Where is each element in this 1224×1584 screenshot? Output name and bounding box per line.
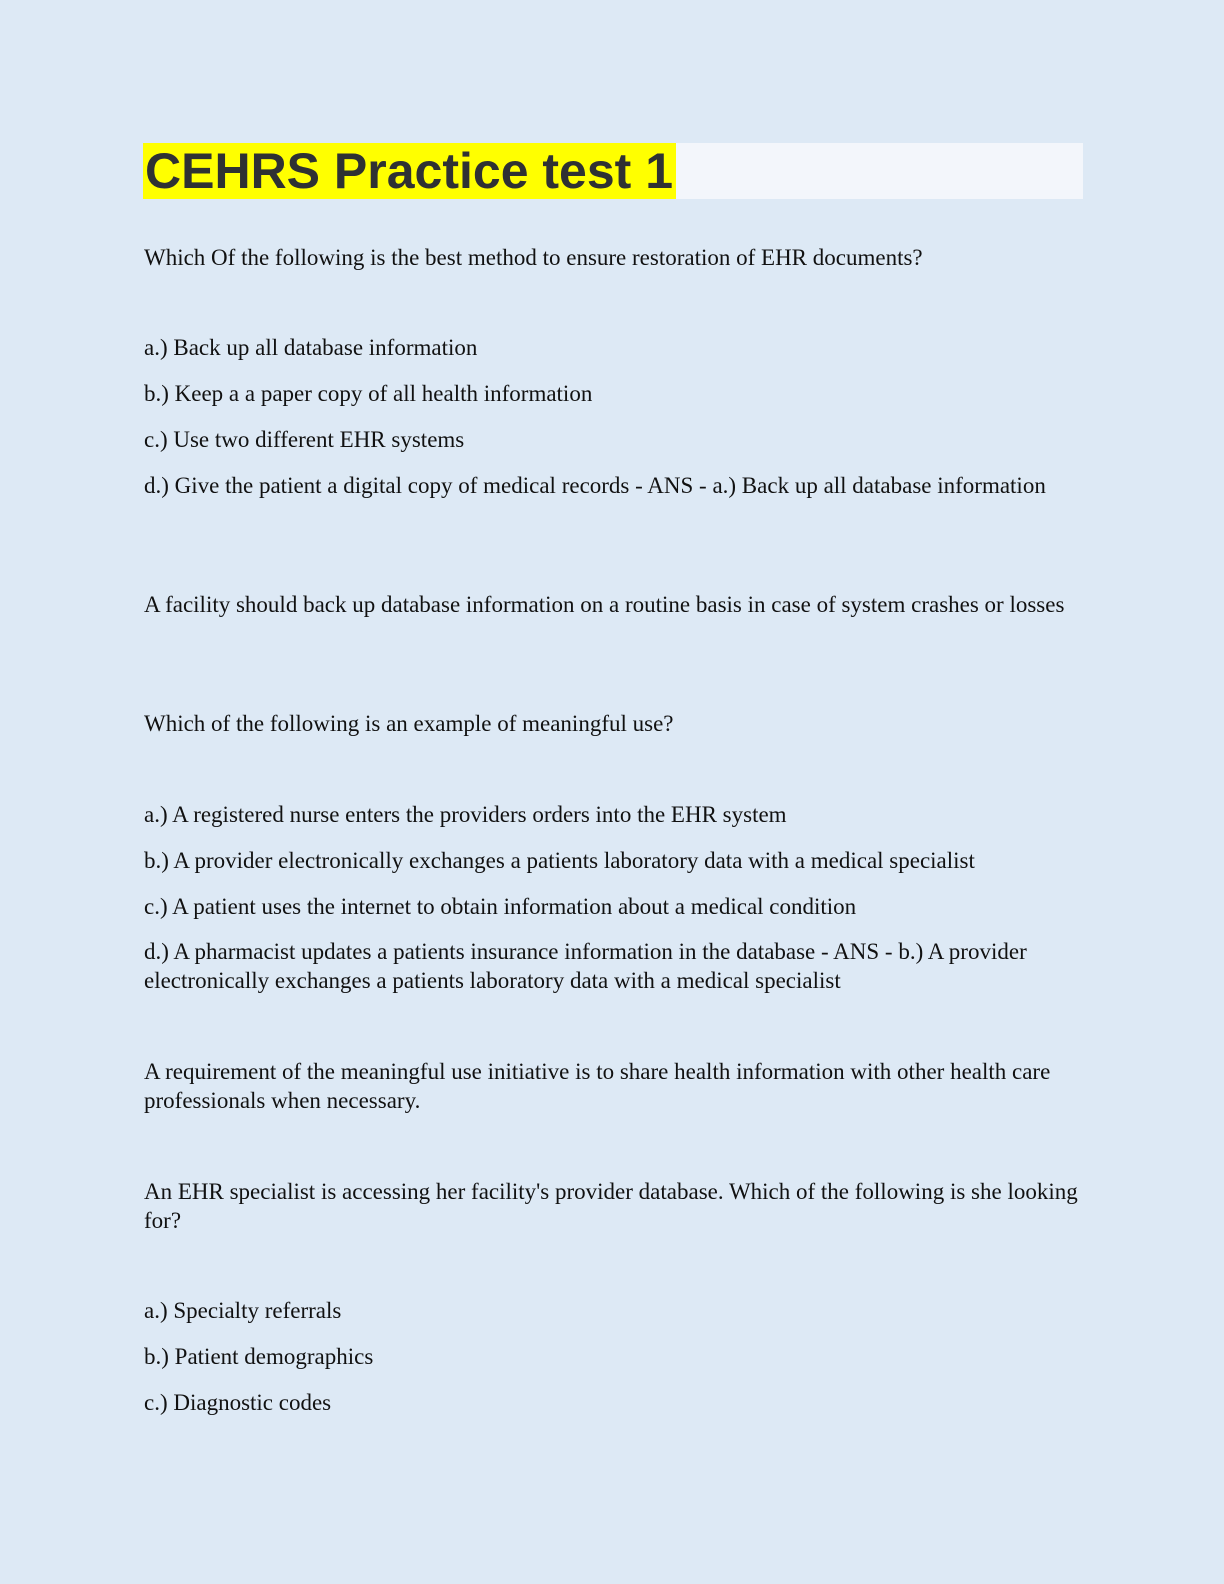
question-1-prompt: Which Of the following is the best method to ensure restoration of EHR documents?: [144, 245, 923, 270]
question-1-rationale: A facility should back up database information on a routine basis in case of system crashes or losses: [144, 592, 1065, 617]
question-3-option-a: a.) Specialty referrals: [144, 1298, 342, 1323]
question-3-option-c: c.) Diagnostic codes: [144, 1390, 332, 1415]
title-banner: [143, 143, 1083, 199]
question-2-prompt: Which of the following is an example of meaningful use?: [144, 711, 674, 736]
document-title: CEHRS Practice test 1: [143, 143, 676, 199]
question-2-option-b: b.) A provider electronically exchanges a patients laboratory data with a medical specialist: [144, 848, 975, 873]
question-3-option-b: b.) Patient demographics: [144, 1344, 374, 1369]
question-2-option-c: c.) A patient uses the internet to obtain information about a medical condition: [144, 894, 857, 919]
question-1-option-d-answer: d.) Give the patient a digital copy of medical records - ANS - a.) Back up all database information: [144, 473, 1046, 498]
question-1-option-a: a.) Back up all database information: [144, 335, 478, 360]
question-1-option-c: c.) Use two different EHR systems: [144, 427, 465, 452]
question-2-option-d-answer: d.) A pharmacist updates a patients insurance information in the database - ANS - b.) A provider electronically exchanges a patients laboratory data with a medical specialist: [144, 939, 1027, 993]
question-2-option-a: a.) A registered nurse enters the providers orders into the EHR system: [144, 802, 787, 827]
question-2-rationale: A requirement of the meaningful use initiative is to share health information with other health care professionals when necessary.: [144, 1059, 1051, 1113]
question-1-option-b: b.) Keep a a paper copy of all health information: [144, 381, 593, 406]
question-3-prompt: An EHR specialist is accessing her facility's provider database. Which of the following is she looking for?: [144, 1179, 1078, 1233]
